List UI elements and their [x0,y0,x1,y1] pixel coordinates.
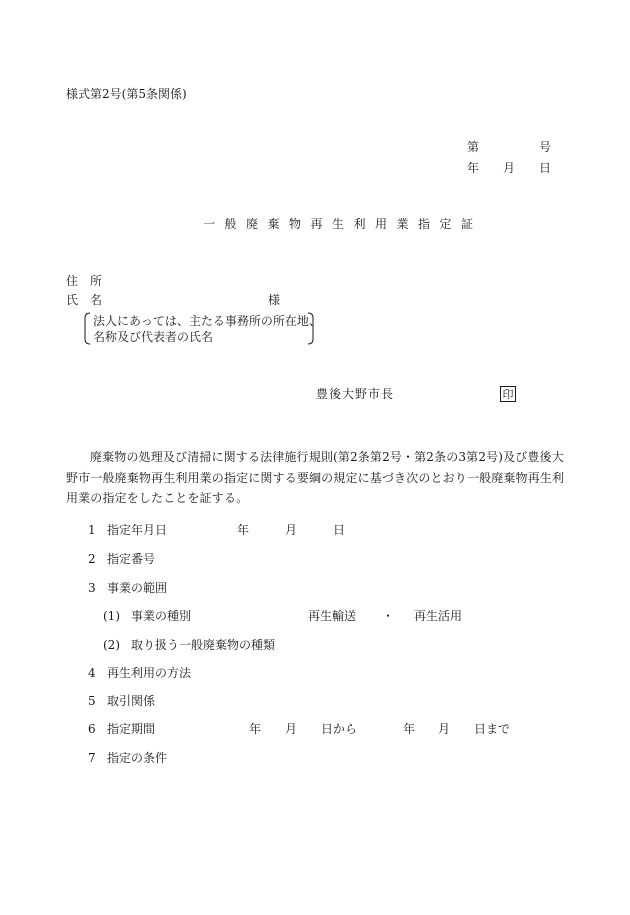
item-7-number: 7 [88,751,96,765]
option-separator: ・ [382,609,395,623]
item-6-number: 6 [88,722,96,736]
seal-mark: 印 [500,386,516,402]
item-3-label: 事業の範囲 [107,581,168,595]
item-3-1-label: 事業の種別 [131,609,192,623]
form-label: 様式第2号(第5条関係) [66,87,187,101]
item-1-label: 指定年月日 [107,523,168,537]
corporate-note [82,312,321,345]
item-7-label: 指定の条件 [107,751,168,765]
item-1-day: 日 [333,523,346,537]
item-6-label: 指定期間 [107,722,156,736]
item-1-year: 年 [237,523,250,537]
date-day: 日 [539,161,552,175]
item-6-year-end: 年 [403,722,416,736]
note-line-2: 名称及び代表者の氏名 [93,330,214,344]
item-4-number: 4 [88,666,96,680]
item-2-label: 指定番号 [107,552,156,566]
note-line-1: 法人にあっては、主たる事務所の所在地、 [93,314,321,328]
item-6-month-start: 月 [285,722,298,736]
item-3-2-label: 取り扱う一般廃棄物の種類 [131,638,276,652]
address-label: 住 所 [66,274,103,288]
item-3-1-number: (1) [103,609,120,623]
item-5-label: 取引関係 [107,694,156,708]
item-4-label: 再生利用の方法 [107,666,192,680]
honorific: 様 [268,293,281,307]
item-3-number: 3 [88,581,96,595]
item-2-number: 2 [88,552,96,566]
item-5-number: 5 [88,694,96,708]
item-3-2-number: (2) [103,638,120,652]
item-6-until: 日まで [474,722,511,736]
item-6-from: 日から [321,722,358,736]
date-month: 月 [503,161,516,175]
number-suffix: 号 [539,140,552,154]
item-1-month: 月 [285,523,298,537]
number-prefix: 第 [467,140,480,154]
item-6-month-end: 月 [438,722,451,736]
item-6-year-start: 年 [249,722,262,736]
item-1-number: 1 [88,523,96,537]
name-label: 氏 名 [66,293,103,307]
certification-body: 廃棄物の処理及び清掃に関する法律施行規則(第2条第2号・第2条の3第2号)及び豊後大野市一般廃棄物再生利用業の指定に関する要綱の規定に基づき次のとおり一般廃棄物再生利用業の指定をしたことを証する。 [66,450,565,505]
issuer-title: 豊後大野市長 [316,387,395,401]
option-recycle-transport: 再生輸送 [308,609,357,623]
date-year: 年 [467,161,480,175]
option-recycle-use: 再生活用 [414,609,463,623]
document-title: 一般廃棄物再生利用業指定証 [203,217,483,231]
